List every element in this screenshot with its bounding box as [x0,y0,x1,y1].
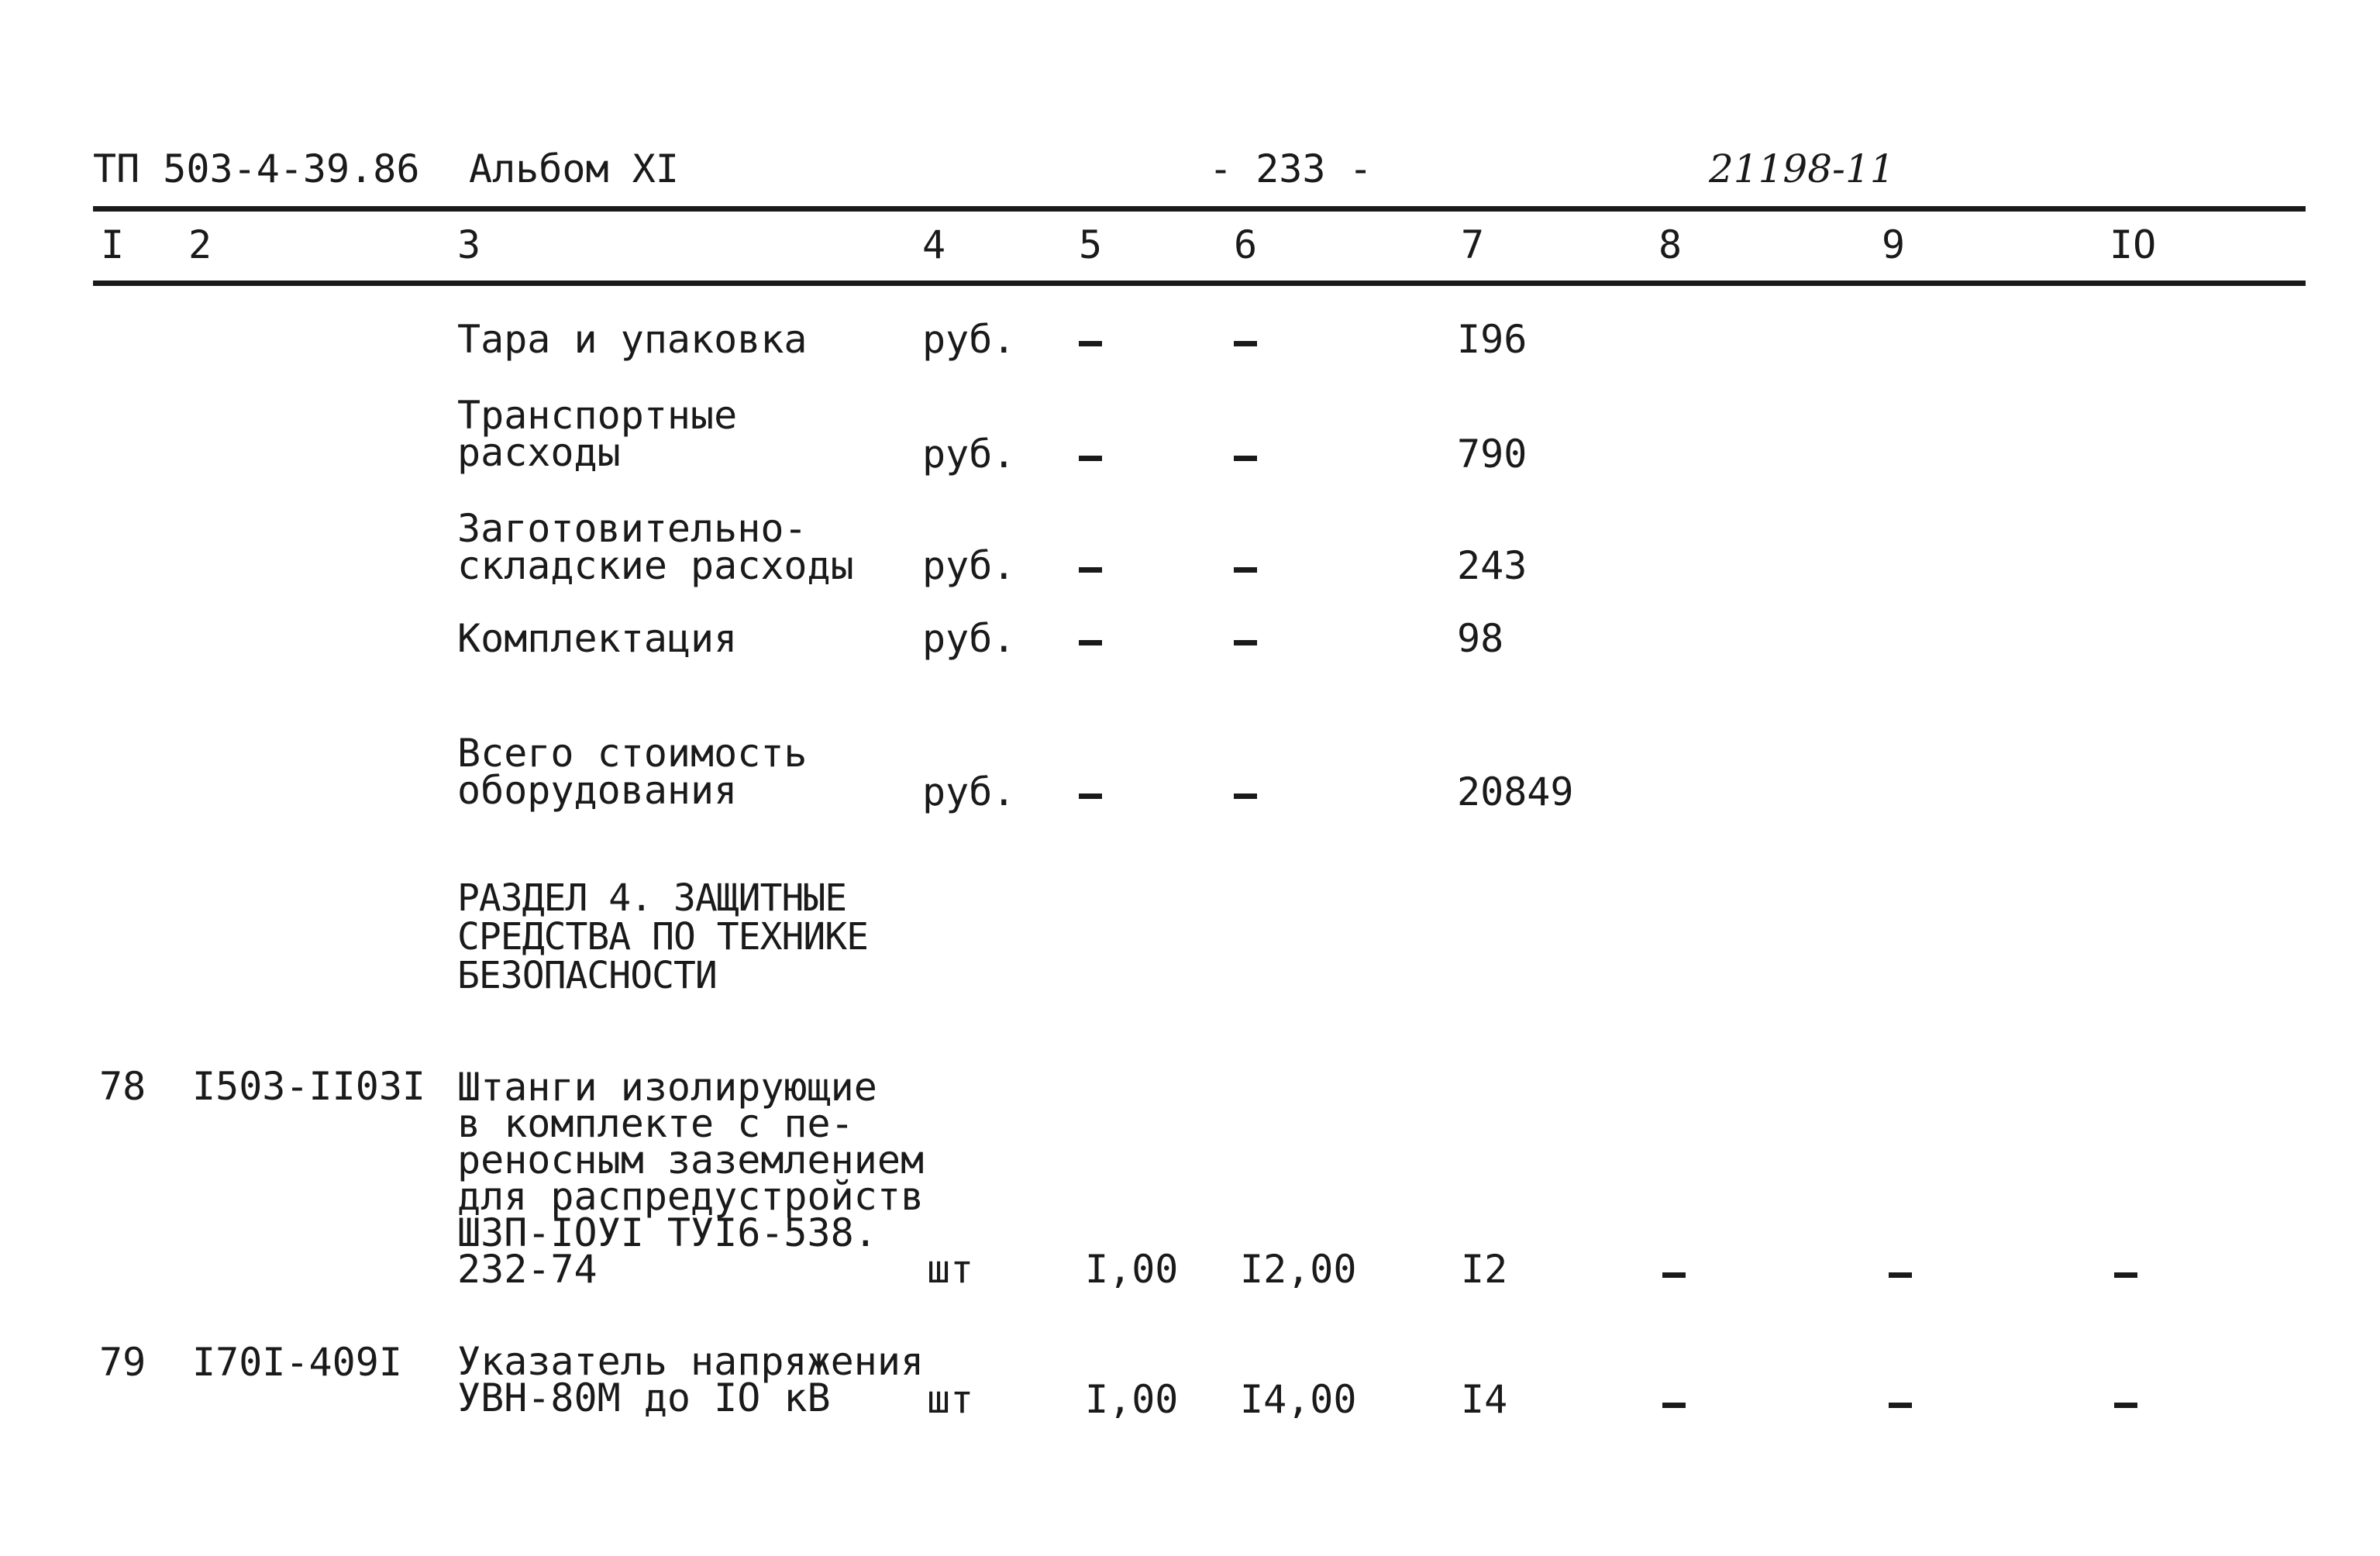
item-dash-col10 [2114,1403,2137,1408]
column-number-6: 6 [1234,222,1258,267]
row-dash-col6 [1234,567,1257,573]
column-number-7: 7 [1461,222,1485,267]
row-dash-col5 [1079,341,1102,346]
row-value-col7: I96 [1457,317,1528,362]
row-name: Тара и упаковка [457,317,808,362]
total-row-name: Всего стоимость оборудования [457,731,808,813]
row-value-col7: 98 [1457,616,1504,661]
item-value-col7: I2 [1461,1247,1508,1292]
total-row-dash-col6 [1234,793,1257,799]
item-dash-col9 [1889,1272,1912,1278]
header-rule-top [93,206,2306,212]
item-dash-col9 [1889,1403,1912,1408]
row-name: Заготовительно- складские расходы [457,506,854,588]
item-code: I70I-409I [192,1340,402,1385]
row-unit: руб. [922,432,1016,477]
row-dash-col6 [1234,640,1257,645]
sheet-code: 21198-11 [1709,146,1895,191]
column-number-4: 4 [922,222,946,267]
album-label: Альбом XI [469,146,679,191]
column-number-9: 9 [1882,222,1906,267]
row-name: Транспортные расходы [457,393,738,475]
section-heading: РАЗДЕЛ 4. ЗАЩИТНЫЕ СРЕДСТВА ПО ТЕХНИКЕ БЕЗОПАСНОСТИ [457,876,869,997]
row-dash-col5 [1079,640,1102,645]
item-dash-col10 [2114,1272,2137,1278]
column-number-8: 8 [1658,222,1683,267]
column-number-10: IO [2110,222,2157,267]
item-dash-col8 [1662,1272,1686,1278]
total-row-value-col7: 20849 [1457,769,1574,814]
row-unit: руб. [922,317,1016,362]
item-unit: шт [927,1377,974,1422]
row-dash-col5 [1079,567,1102,573]
row-unit: руб. [922,543,1016,588]
row-value-col7: 790 [1457,432,1528,477]
item-value-col7: I4 [1461,1377,1508,1422]
item-name: Указатель напряжения УВН-80М до IO кВ [457,1339,925,1420]
row-value-col7: 243 [1457,543,1528,588]
total-row-unit: руб. [922,769,1016,814]
column-number-1: I [101,222,125,267]
column-number-3: 3 [457,222,481,267]
column-number-2: 2 [188,222,212,267]
document-code: ТП 503-4-39.86 [93,146,420,191]
page-number: - 233 - [1209,146,1373,191]
row-dash-col5 [1079,456,1102,461]
row-name: Комплектация [457,616,738,661]
item-value-col6: I4,00 [1240,1377,1357,1422]
column-number-5: 5 [1079,222,1103,267]
row-dash-col6 [1234,456,1257,461]
total-row-dash-col5 [1079,793,1102,799]
row-unit: руб. [922,616,1016,661]
item-value-col6: I2,00 [1240,1247,1357,1292]
item-qty-col5: I,00 [1085,1247,1179,1292]
row-dash-col6 [1234,341,1257,346]
item-qty-col5: I,00 [1085,1377,1179,1422]
item-code: I503-II03I [192,1064,426,1109]
item-name: Штанги изолирующие в комплекте с пе- реносным заземлением для распредустройств ШЗП-IОУI ТУI6-538. 232-74 [457,1065,925,1292]
header-rule-bottom [93,281,2306,286]
item-unit: шт [927,1247,974,1292]
item-number: 78 [99,1064,146,1109]
item-dash-col8 [1662,1403,1686,1408]
item-number: 79 [99,1340,146,1385]
